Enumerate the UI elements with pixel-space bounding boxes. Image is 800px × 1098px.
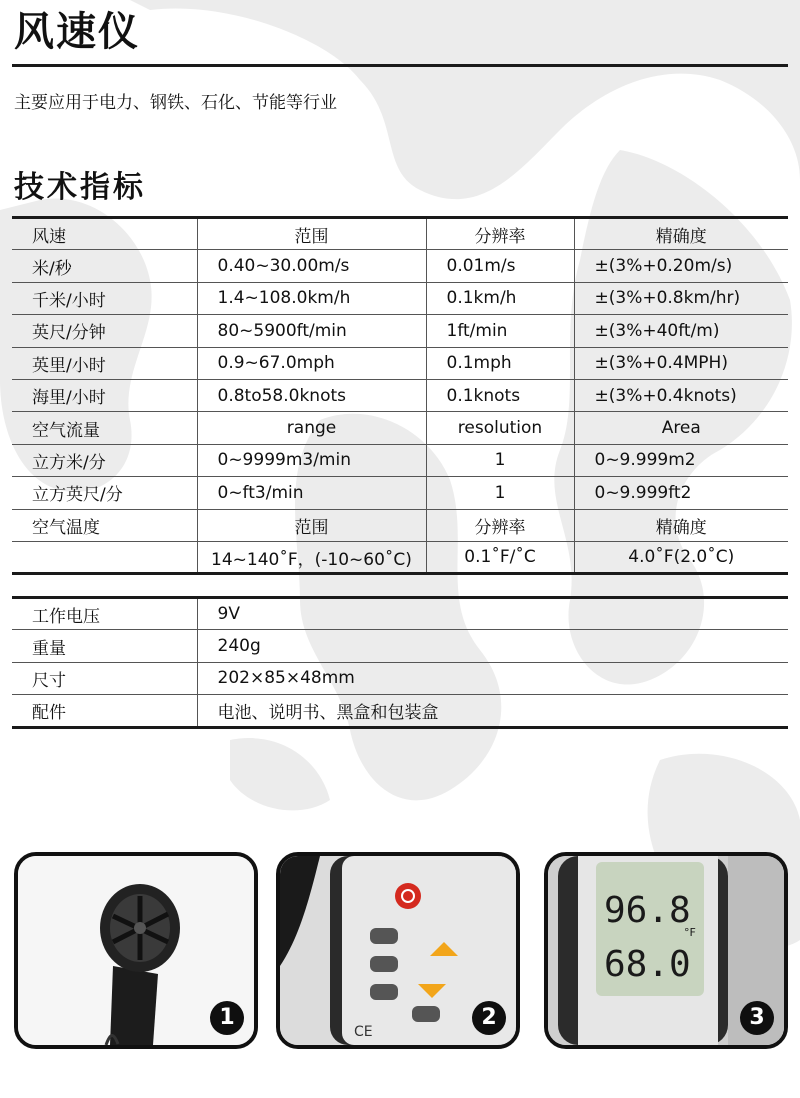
display-reading-top: 96.8 xyxy=(604,890,691,931)
application-description: 主要应用于电力、钢铁、石化、节能等行业 xyxy=(14,93,337,113)
table-cell: 范围 xyxy=(197,509,426,541)
table-cell: 0.40~30.00m/s xyxy=(197,250,426,282)
photo-badge: 1 xyxy=(210,1001,244,1035)
table-cell: 0~9.999m2 xyxy=(574,444,788,476)
table-cell: 空气流量 xyxy=(12,412,197,444)
table-row xyxy=(12,444,788,476)
table-cell: 0.1km/h xyxy=(426,282,574,314)
table-cell: 风速 xyxy=(12,218,197,250)
table-cell: range xyxy=(197,412,426,444)
table-cell: 分辨率 xyxy=(426,509,574,541)
table-row xyxy=(12,630,788,662)
display-unit-top: °F xyxy=(684,926,696,939)
table-cell: resolution xyxy=(426,412,574,444)
table-cell: 精确度 xyxy=(574,218,788,250)
table-cell: 精确度 xyxy=(574,509,788,541)
table-row xyxy=(12,662,788,694)
table-cell: 空气温度 xyxy=(12,509,197,541)
table-cell: 配件 xyxy=(12,695,197,727)
table-cell: 1ft/min xyxy=(426,315,574,347)
table-row xyxy=(12,695,788,727)
table-cell: Area xyxy=(574,412,788,444)
table-cell: 范围 xyxy=(197,218,426,250)
table-cell: ±(3%+0.4MPH) xyxy=(574,347,788,379)
table-cell: 240g xyxy=(197,630,788,662)
table-row xyxy=(12,250,788,282)
table-cell: 电池、说明书、黑盒和包装盒 xyxy=(197,695,788,727)
table-row xyxy=(12,315,788,347)
table-cell: 202×85×48mm xyxy=(197,662,788,694)
table-cell: 0.9~67.0mph xyxy=(197,347,426,379)
table-cell: ±(3%+0.4knots) xyxy=(574,379,788,411)
table-row xyxy=(12,379,788,411)
ce-mark-icon: CE xyxy=(354,1024,373,1040)
table-row xyxy=(12,541,788,573)
product-photo-keypad xyxy=(276,852,520,1049)
table-cell: 英里/小时 xyxy=(12,347,197,379)
table-cell: 1.4~108.0km/h xyxy=(197,282,426,314)
table-row xyxy=(12,218,788,250)
table-cell: ±(3%+0.8km/hr) xyxy=(574,282,788,314)
table-cell: 0.1knots xyxy=(426,379,574,411)
table-cell: 千米/小时 xyxy=(12,282,197,314)
table-cell: 1 xyxy=(426,477,574,509)
table-cell: 工作电压 xyxy=(12,598,197,630)
table-cell: 80~5900ft/min xyxy=(197,315,426,347)
table-row xyxy=(12,347,788,379)
product-photo-impeller xyxy=(14,852,258,1049)
photo-badge: 2 xyxy=(472,1001,506,1035)
table-cell: 米/秒 xyxy=(12,250,197,282)
table-cell: 14~140˚F，(-10~60˚C) xyxy=(197,541,426,573)
display-reading-bottom: 68.0 xyxy=(604,944,691,985)
table-cell: 立方米/分 xyxy=(12,444,197,476)
table-cell: 英尺/分钟 xyxy=(12,315,197,347)
table-cell: 0~9.999ft2 xyxy=(574,477,788,509)
table-cell: 0~9999m3/min xyxy=(197,444,426,476)
table-cell: 海里/小时 xyxy=(12,379,197,411)
table-cell: 4.0˚F(2.0˚C) xyxy=(574,541,788,573)
product-photo-display xyxy=(544,852,788,1049)
table-cell: 重量 xyxy=(12,630,197,662)
general-specs-table xyxy=(12,596,788,729)
table-cell: 尺寸 xyxy=(12,662,197,694)
table-cell: 1 xyxy=(426,444,574,476)
table-cell xyxy=(12,541,197,573)
table-row xyxy=(12,282,788,314)
table-cell: 9V xyxy=(197,598,788,630)
table-cell: ±(3%+0.20m/s) xyxy=(574,250,788,282)
table-cell: 0~ft3/min xyxy=(197,477,426,509)
table-cell: 分辨率 xyxy=(426,218,574,250)
table-cell: 立方英尺/分 xyxy=(12,477,197,509)
table-cell: 0.01m/s xyxy=(426,250,574,282)
table-row xyxy=(12,598,788,630)
photo-badge: 3 xyxy=(740,1001,774,1035)
table-cell: ±(3%+40ft/m) xyxy=(574,315,788,347)
title-divider xyxy=(12,64,788,67)
table-cell: 0.1˚F/˚C xyxy=(426,541,574,573)
specs-table xyxy=(12,216,788,575)
section-title-specs: 技术指标 xyxy=(14,170,146,205)
table-cell: 0.8to58.0knots xyxy=(197,379,426,411)
table-row xyxy=(12,477,788,509)
table-row xyxy=(12,412,788,444)
table-cell: 0.1mph xyxy=(426,347,574,379)
table-row xyxy=(12,509,788,541)
page-title: 风速仪 xyxy=(14,9,140,55)
